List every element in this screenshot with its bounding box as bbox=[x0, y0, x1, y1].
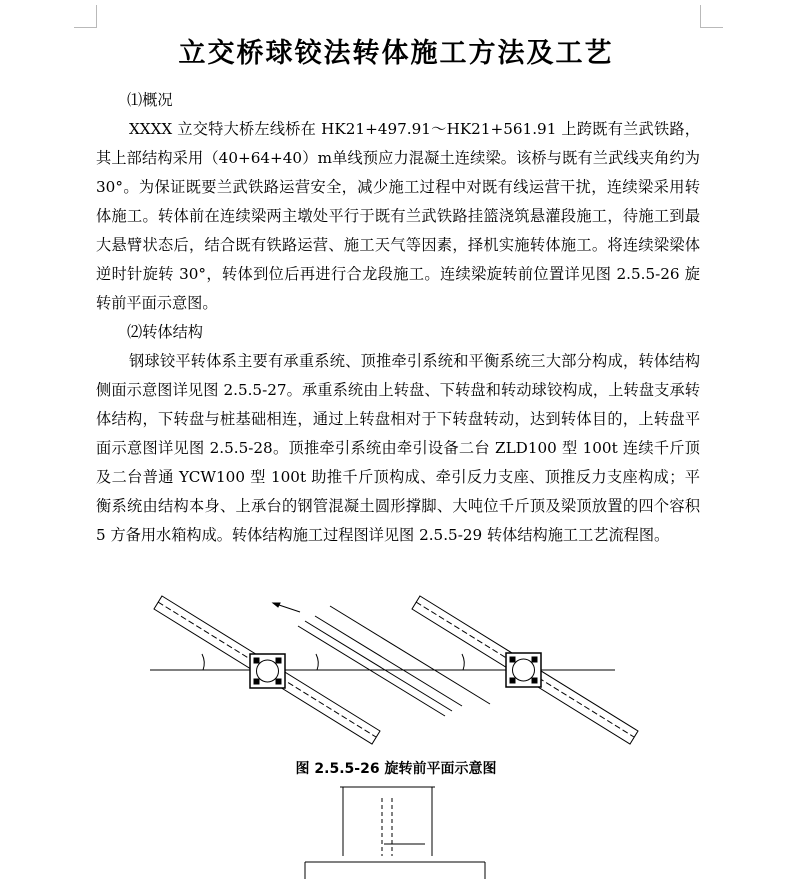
railway-line-3 bbox=[315, 616, 462, 706]
left-pier-corner-4 bbox=[276, 679, 281, 684]
right-pier-corner-3 bbox=[510, 678, 515, 683]
direction-arrow-head bbox=[273, 603, 280, 607]
right-pier-corner-2 bbox=[532, 657, 537, 662]
section-heading-structure: ⑵转体结构 bbox=[127, 323, 203, 341]
rotation-plan-diagram bbox=[140, 586, 640, 754]
section-heading-overview: ⑴概况 bbox=[127, 91, 173, 109]
right-pier-corner-1 bbox=[510, 657, 515, 662]
angle-arc-left bbox=[202, 654, 204, 670]
document-title: 立交桥球铰法转体施工方法及工艺 bbox=[178, 38, 614, 69]
left-pier-corner-3 bbox=[254, 679, 259, 684]
left-pier-corner-1 bbox=[254, 658, 259, 663]
angle-arc-right bbox=[462, 654, 464, 670]
crop-mark-top-right bbox=[700, 5, 723, 28]
rotation-structure-side-diagram bbox=[300, 784, 490, 879]
document-body bbox=[96, 86, 700, 550]
paragraph-overview: XXXX 立交特大桥左线桥在 HK21+497.91～HK21+561.91 上跨既有兰武铁路，其上部结构采用（40+64+40）m单线预应力混凝土连续梁。该桥与既有兰武线夹角约为 30°。为保证既要兰武铁路运营安全，减少施工过程中对既有线运营干扰，连续梁采用转体施工。转体前在连续梁两主墩处平行于既有兰武铁路挂篮浇筑悬灌段施工，待施工到最大悬臂状态后，结合既有铁路运营、施工天气等因素，择机实施转体施工。将连续梁梁体逆时针旋转 30°，转体到位后再进行合龙段施工。连续梁旋转前位置详见图 2.5.5-26 旋转前平面示意图。 bbox=[96, 120, 700, 312]
angle-arc-middle bbox=[316, 654, 318, 670]
left-pier-corner-2 bbox=[276, 658, 281, 663]
right-pier-corner-4 bbox=[532, 678, 537, 683]
figure-caption: 图 2.5.5-26 旋转前平面示意图 bbox=[295, 761, 497, 777]
railway-line-4 bbox=[330, 606, 490, 704]
railway-line-2 bbox=[305, 621, 452, 711]
crop-mark-top-left bbox=[74, 5, 97, 28]
paragraph-structure: 钢球铰平转体系主要有承重系统、顶推牵引系统和平衡系统三大部分构成，转体结构侧面示意图详见图 2.5.5-27。承重系统由上转盘、下转盘和转动球铰构成，上转盘支承转体结构，下转盘与桩基础相连，通过上转盘相对于下转盘转动，达到转体目的，上转盘平面示意图详见图 2.5.5-28。顶推牵引系统由牵引设备二台 ZLD100 型 100t 连续千斤顶及二台普通 YCW100 型 100t 助推千斤顶构成、牵引反力支座、顶推反力支座构成；平衡系统由结构本身、上承台的钢管混凝土圆形撑脚、大吨位千斤顶及梁顶放置的四个容积 5 方备用水箱构成。转体结构施工过程图详见图 2.5.5-29 转体结构施工工艺流程图。 bbox=[96, 352, 700, 544]
